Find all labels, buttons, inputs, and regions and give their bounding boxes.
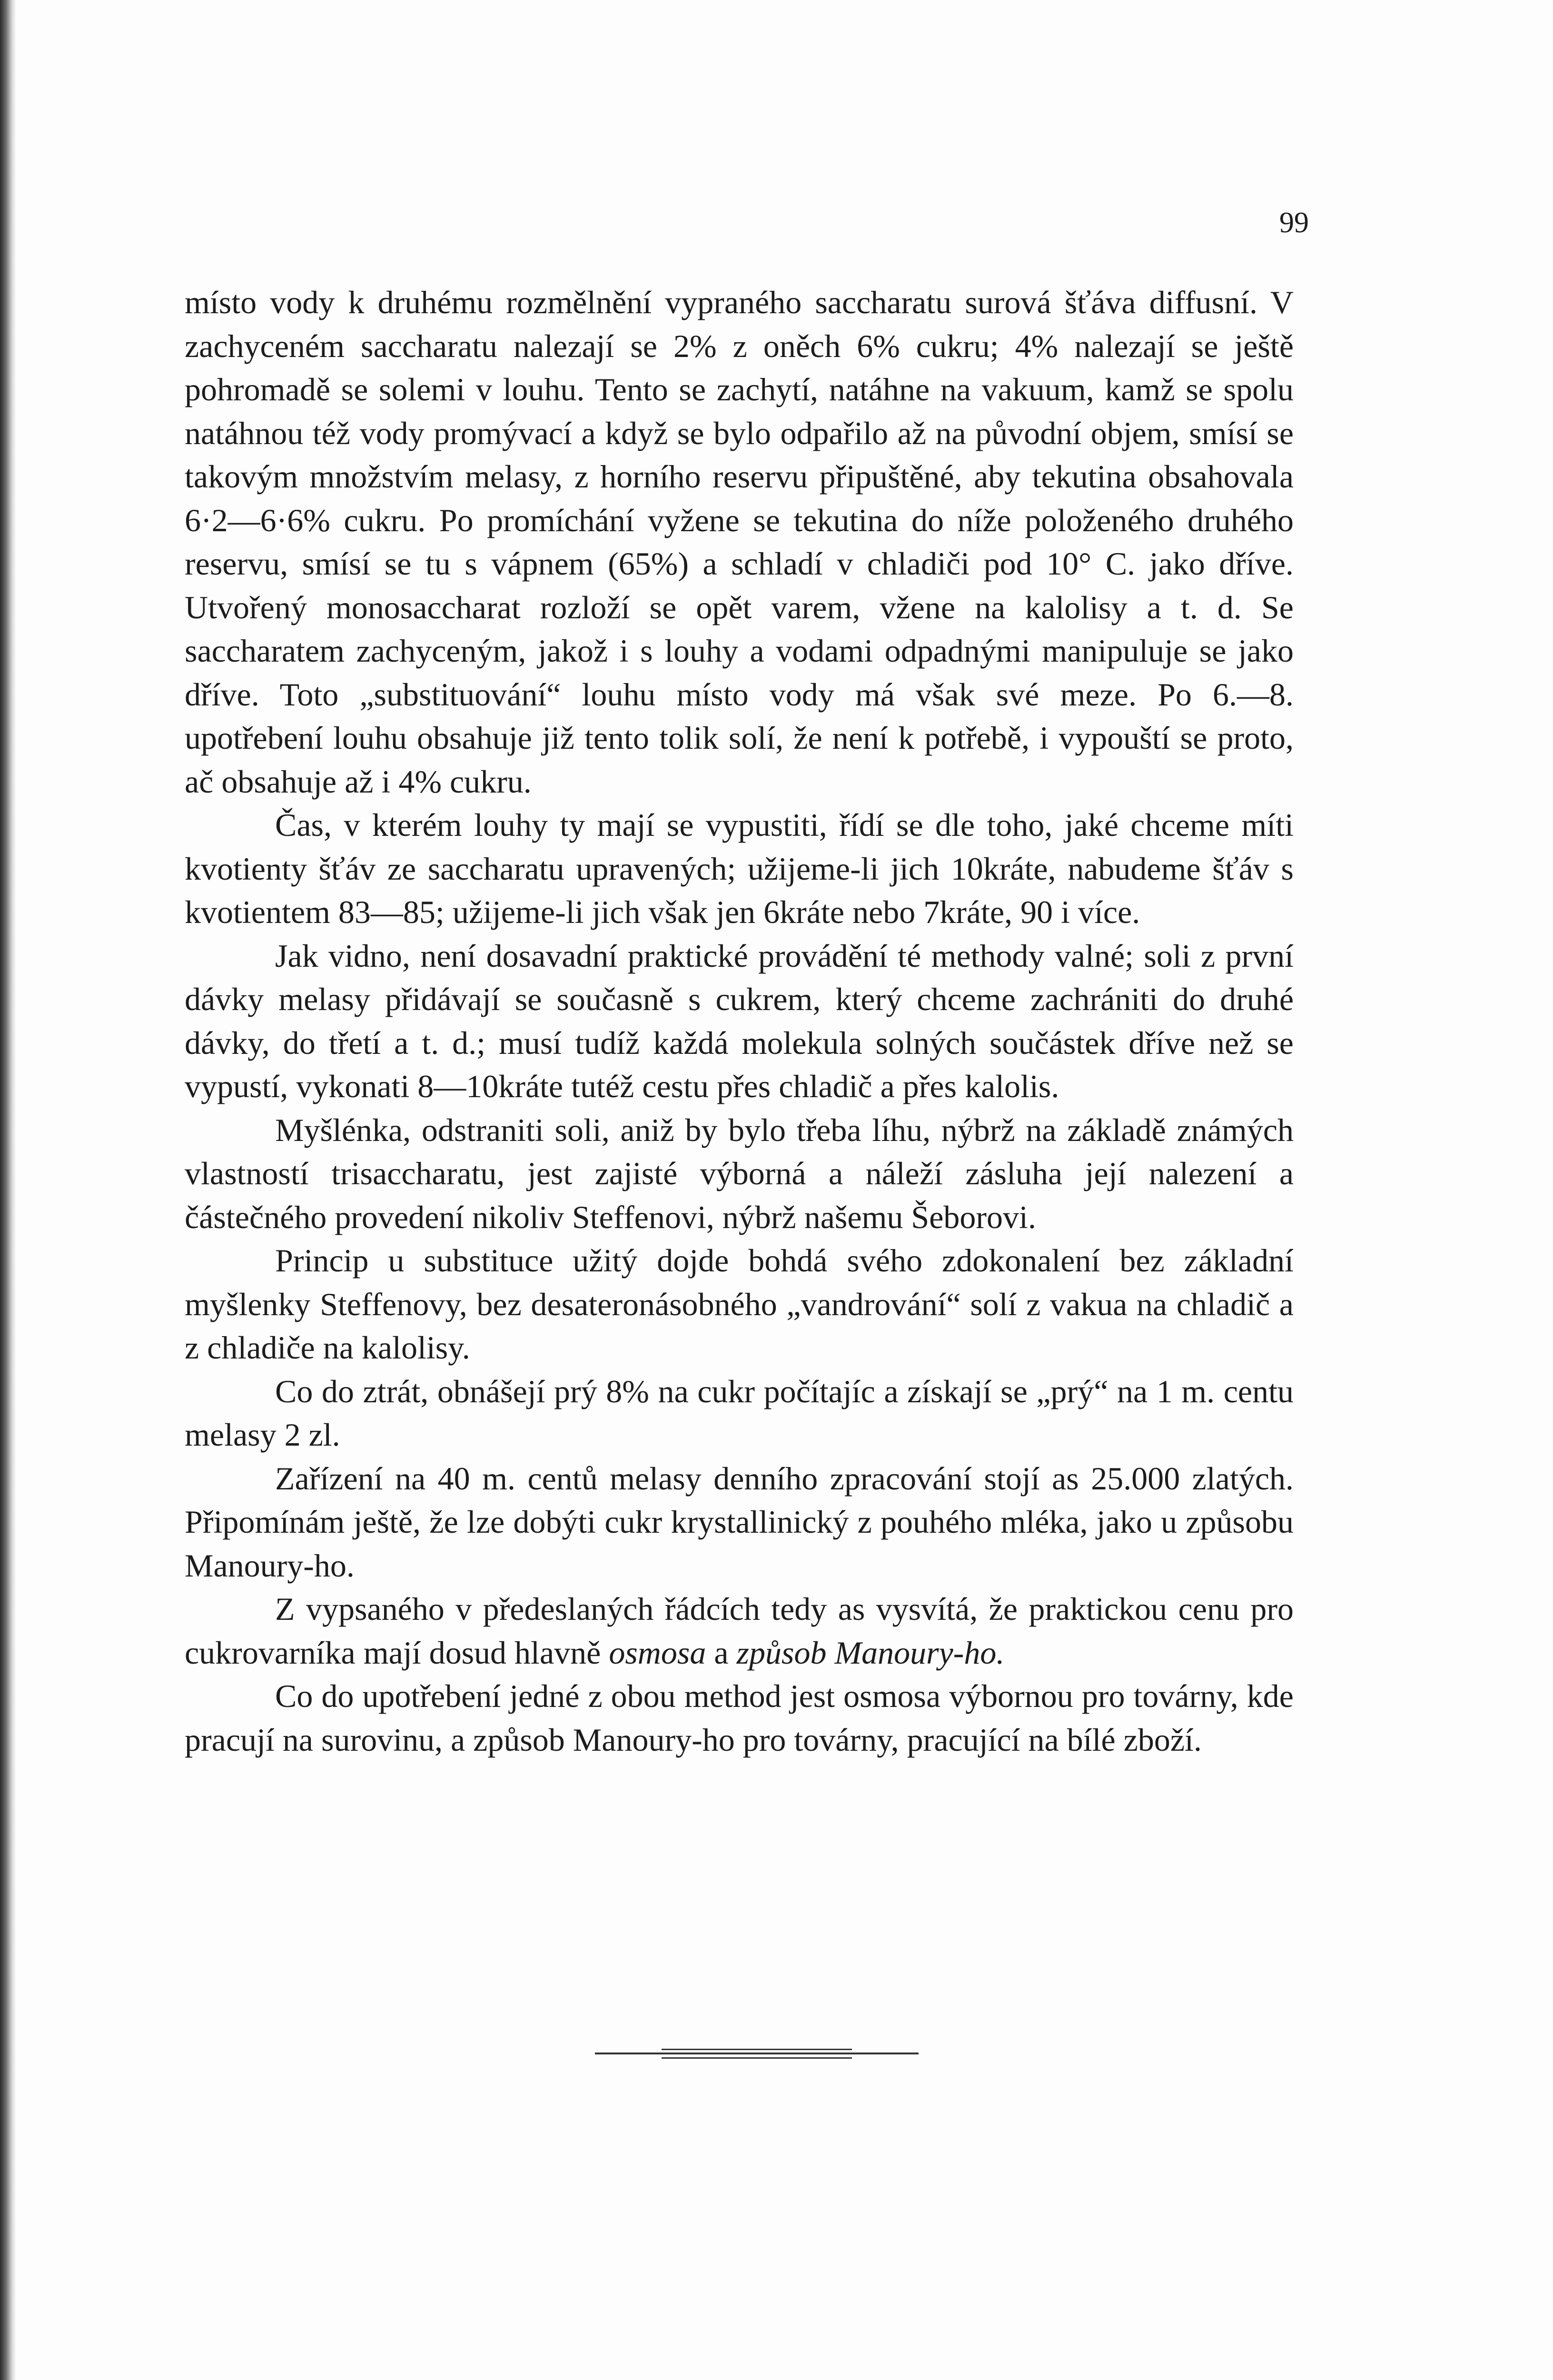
body-text [185, 281, 1294, 1762]
end-ornament-rule [595, 2046, 919, 2062]
rule-line-upper [662, 2049, 852, 2050]
paragraph-6: Co do ztrát, obnášejí prý 8% na cukr počítajíc a získají se „prý“ na 1 m. centu melasy 2 zl. [185, 1373, 1294, 1453]
paragraph-4: Myšlénka, odstraniti soli, aniž by bylo třeba líhu, nýbrž na základě známých vlastností trisaccharatu, jest zajisté výborná a náleží zásluha její nalezení a částečného provedení nikoliv Steffenovi, nýbrž našemu Šeborovi. [185, 1111, 1294, 1235]
page-number: 99 [1279, 207, 1309, 239]
paragraph-9: Co do upotřebení jedné z obou method jest osmosa výbornou pro továrny, kde pracují na surovinu, a způsob Manoury-ho pro továrny, pracující na bílé zboží. [185, 1678, 1294, 1758]
paragraph-8-text-before: Z vypsaného v předeslaných řádcích tedy as vysvítá, že praktickou cenu pro cukrovarníka mají dosud hlavně [185, 1591, 1294, 1671]
paragraph-2: Čas, v kterém louhy ty mají se vypustiti, řídí se dle toho, jaké chceme míti kvotienty šťáv ze saccharatu upravených; užijeme-li jich 10kráte, nabudeme šťáv s kvotientem 83—85; užijeme-li jich však jen 6kráte nebo 7kráte, 90 i více. [185, 807, 1294, 930]
paragraph-8-emphasis-zpusob: způsob Manoury-ho. [736, 1634, 1005, 1671]
paragraph-8-text-mid: a [706, 1634, 737, 1671]
paragraph-5: Princip u substituce užitý dojde bohdá svého zdokonalení bez základní myšlenky Steffenovy, bez desateronásobného „vandrování“ solí z vakua na chladič a z chladiče na kalolisy. [185, 1242, 1294, 1366]
rule-line-lower [662, 2057, 852, 2059]
paragraph-3: Jak vidno, není dosavadní praktické provádění té methody valné; soli z první dávky melasy přidávají se současně s cukrem, který chceme zachrániti do druhé dávky, do třetí a t. d.; musí tudíž každá molekula solných součástek dříve než se vypustí, vykonati 8—10kráte tutéž cestu přes chladič a přes kalolis. [185, 937, 1294, 1104]
paragraph-1: místo vody k druhému rozmělnění vypraného saccharatu surová šťáva diffusní. V zachyceném saccharatu nalezají se 2% z oněch 6% cukru; 4% nalezají se ještě pohromadě se solemi v louhu. Tento se zachytí, natáhne na vakuum, kamž se spolu natáhnou též vody promývací a když se bylo odpařilo až na původní objem, smísí se takovým množstvím melasy, z horního reservu připuštěné, aby tekutina obsahovala 6·2—6·6% cukru. Po promíchání vyžene se tekutina do níže položeného druhého reservu, smísí se tu s vápnem (65%) a schladí v chladiči pod 10° C. jako dříve. Utvořený monosaccharat rozloží se opět varem, vžene na kalolisy a t. d. Se saccharatem zachyceným, jakož i s louhy a vodami odpadnými manipuluje se jako dříve. Toto „substituování“ louhu místo vody má však své meze. Po 6.—8. upotřebení louhu obsahuje již tento tolik solí, že není k potřebě, i vypouští se proto, ač obsahuje až i 4% cukru. [185, 284, 1294, 800]
paragraph-8-emphasis-osmosa: osmosa [609, 1634, 706, 1671]
paragraph-7: Zařízení na 40 m. centů melasy denního zpracování stojí as 25.000 zlatých. Připomínám ještě, že lze dobýti cukr krystallinický z pouhého mléka, jako u způsobu Manoury-ho. [185, 1460, 1294, 1584]
paragraph-8 [185, 1587, 1294, 1675]
rule-line-long [595, 2053, 919, 2054]
binding-edge-shadow [0, 0, 16, 2380]
